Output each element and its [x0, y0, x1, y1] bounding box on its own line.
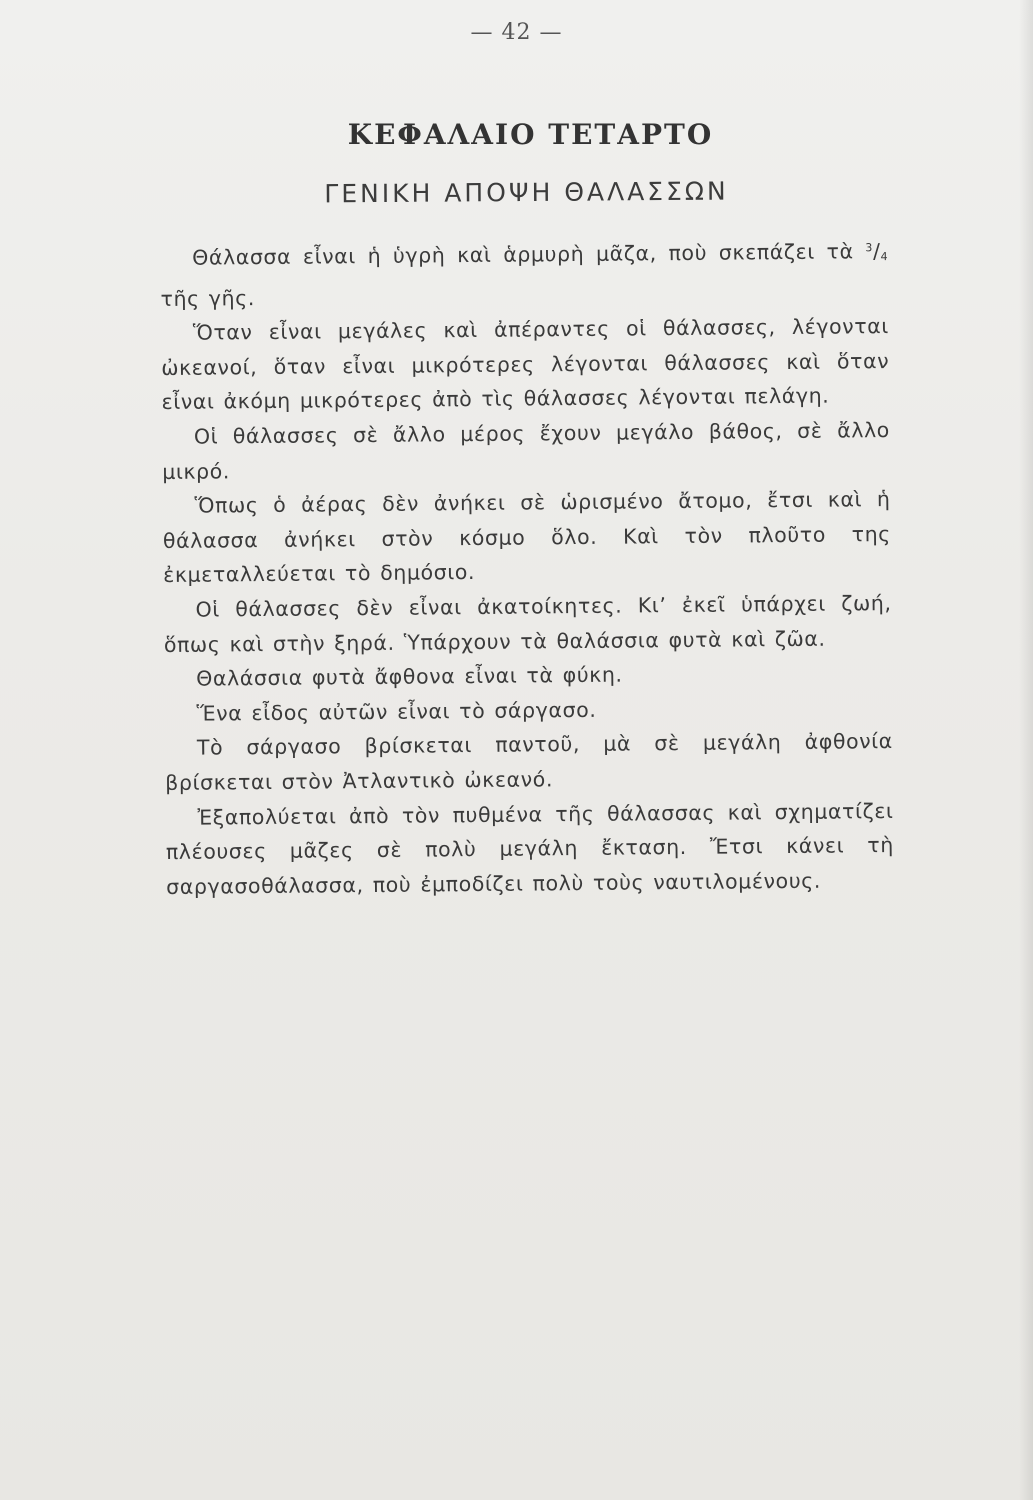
paragraph-4: Ὅπως ὁ ἀέρας δὲν ἀνήκει σὲ ὡρισμένο ἄτομο, ἔτσι καὶ ἡ θάλασσα ἀνήκει στὸν κόσμο ὅλο. Καὶ τὸν πλοῦτο της ἐκμεταλλεύεται τὸ δημόσιο.	[162, 487, 891, 588]
paragraph-3: Οἱ θάλασσες σὲ ἄλλο μέρος ἔχουν μεγάλο βάθος, σὲ ἄλλο μικρό.	[162, 417, 890, 484]
paragraph-2: Ὅταν εἶναι μεγάλες καὶ ἀπέραντες οἱ θάλασσες, λέγονται ὠκεανοί, ὅταν εἶναι μικρότερες λέγονται θάλασσες καὶ ὅταν εἶναι ἀκόμη μικρότερες ἀπὸ τὶς θάλασσες λέγονται πελάγη.	[161, 314, 890, 415]
chapter-title: ΚΕΦΑΛΑΙΟ ΤΕΤΑΡΤΟ	[347, 118, 714, 151]
fraction-denominator: 4	[880, 250, 889, 264]
paragraph-7: Ἕνα εἶδος αὐτῶν εἶναι τὸ σάργασο.	[196, 697, 597, 726]
paragraph-9: Ἐξαπολύεται ἀπὸ τὸν πυθμένα τῆς θάλασσας καὶ σχηματίζει πλέουσες μᾶζες σὲ πολὺ μεγάλη ἔκταση. Ἔτσι κάνει τὴ σαργασοθάλασσα, ποὺ ἐμποδίζει πολὺ τοὺς ναυτιλομένους.	[165, 798, 894, 899]
paragraph-6: Θαλάσσια φυτὰ ἄφθονα εἶναι τὰ φύκη.	[196, 662, 623, 691]
paragraph-1-end: τῆς γῆς.	[160, 285, 256, 311]
paragraph-8: Τὸ σάργασο βρίσκεται παντοῦ, μὰ σὲ μεγάλη ἀφθονία βρίσκεται στὸν Ἀτλαντικὸ ὠκεανό.	[165, 729, 893, 795]
paragraph-5: Οἱ θάλασσες δὲν εἶναι ἀκατοίκητες. Κι’ ἐκεῖ ὑπάρχει ζωή, ὅπως καὶ στὴν ξηρά. Ὑπάρχουν τὰ θαλάσσια φυτὰ καὶ ζῶα.	[163, 590, 892, 657]
fraction-numerator: 3	[865, 241, 874, 255]
page-number: — 42 —	[470, 20, 563, 45]
body-text	[160, 231, 894, 904]
section-title: ΓΕΝΙΚΗ ΑΠΟΨΗ ΘΑΛΑΣΣΩΝ	[324, 176, 729, 209]
paragraph-1: Θάλασσα εἶναι ἡ ὑγρὴ καὶ ἁρμυρὴ μᾶζα, ποὺ σκεπάζει τὰ $^3/_4$ τῆς γῆς.	[160, 239, 889, 311]
paragraph-1-text: Θάλασσα εἶναι ἡ ὑγρὴ καὶ ἁρμυρὴ μᾶζα, ποὺ σκεπάζει τὰ	[192, 239, 866, 270]
page-edge-shadow	[1019, 0, 1033, 1500]
